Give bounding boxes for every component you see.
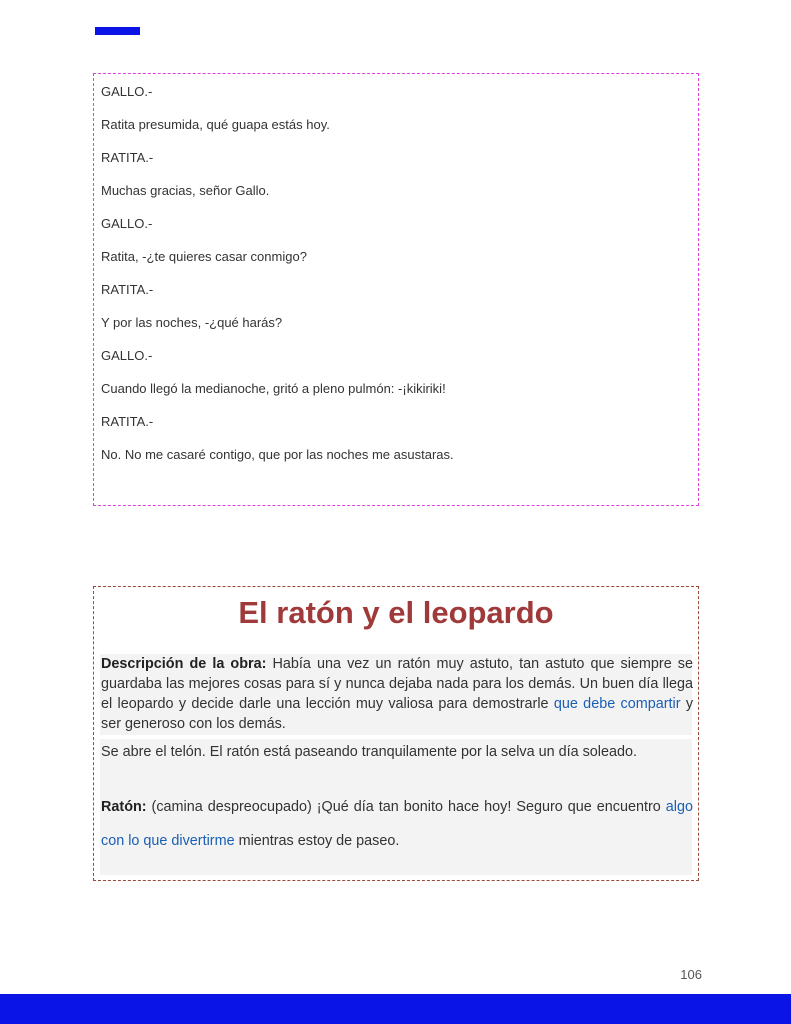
description-text-end: y ser generoso con los demás. [101, 696, 694, 732]
dialogue-line: No. No me casaré contigo, que por las noches me asustaras. [101, 447, 454, 462]
bottom-accent-bar [0, 994, 791, 1024]
dialogue-line: RATITA.- [101, 282, 154, 297]
mouse-speaker-label: Ratón: [101, 799, 147, 815]
top-accent-bar [95, 27, 140, 35]
mouse-line-text-end: mientras estoy de paseo. [234, 833, 400, 849]
dialogue-line: Ratita, -¿te quieres casar conmigo? [101, 249, 307, 264]
paragraph-divider [100, 735, 692, 739]
dialogue-line: RATITA.- [101, 414, 154, 429]
dialogue-line: GALLO.- [101, 216, 153, 231]
dialogue-line: GALLO.- [101, 84, 153, 99]
dialogue-box [93, 73, 699, 506]
page-number: 106 [680, 967, 702, 982]
description-label: Descripción de la obra: [101, 656, 267, 672]
description-text: Había una vez un ratón muy astuto, tan astuto que siempre se guardaba las mejores cosas para sí y nunca dejaba nada para los demás. Un buen día llega el leopardo y decide darle una lección muy valiosa para demostrarle [101, 656, 694, 712]
dialogue-line: Muchas gracias, señor Gallo. [101, 183, 270, 198]
dialogue-line: Y por las noches, -¿qué harás? [101, 315, 283, 330]
mouse-line-paragraph [101, 790, 693, 858]
mouse-line-link[interactable]: algo con lo que divertirme [101, 799, 693, 849]
dialogue-line: Cuando llegó la medianoche, gritó a pleno pulmón: -¡kikiriki! [101, 381, 446, 396]
story-title: El ratón y el leopardo [238, 595, 554, 630]
mouse-line-text: (camina despreocupado) ¡Qué día tan bonito hace hoy! Seguro que encuentro [146, 799, 666, 815]
description-link[interactable]: que debe compartir [553, 696, 681, 712]
curtain-paragraph: Se abre el telón. El ratón está paseando tranquilamente por la selva un día soleado. [101, 744, 638, 760]
dialogue-line: RATITA.- [101, 150, 154, 165]
dialogue-line: Ratita presumida, qué guapa estás hoy. [101, 117, 330, 132]
dialogue-line: GALLO.- [101, 348, 153, 363]
story-box [93, 586, 699, 881]
description-paragraph [101, 654, 693, 734]
